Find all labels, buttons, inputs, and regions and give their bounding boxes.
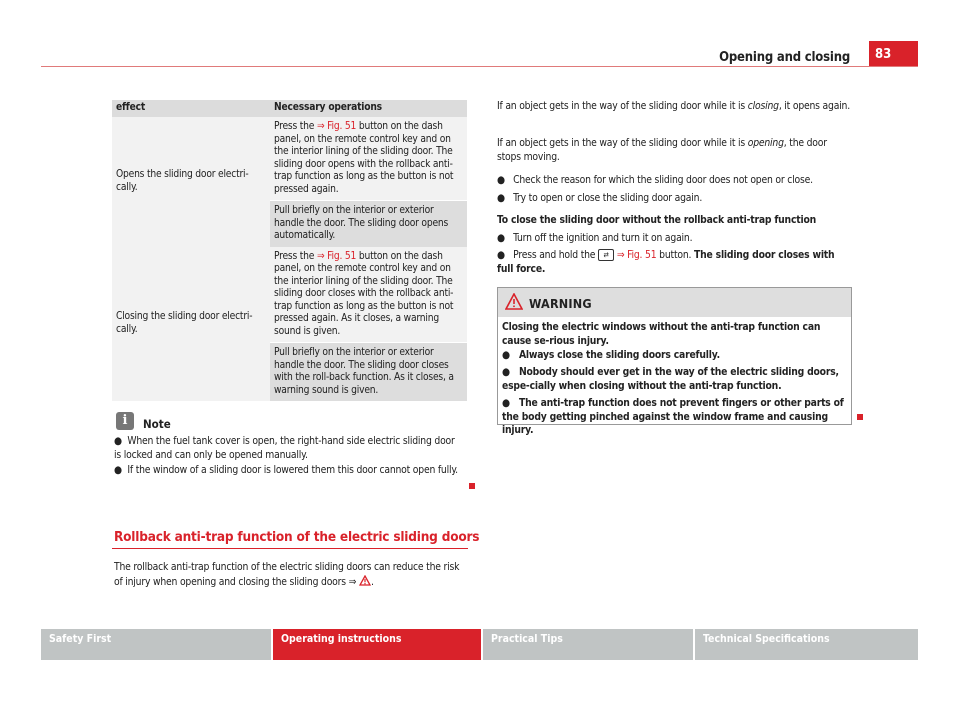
list-item: ● Check the reason for which the sliding door does not open or close. [497,174,813,186]
operation-cell: Press the ⇒ Fig. 51 button on the dash panel, on the remote control key and on the interior lining of the sliding door. The sliding door closes with the rollback anti-trap function as long as the button is not pressed again. As it closes, a warning sound is given. [270,247,467,343]
note-item: ● If the window of a sliding door is lowered them this door cannot open fully. [114,464,458,476]
warning-item: ● Nobody should ever get in the way of the electric sliding doors, espe-cially when closing without the anti-trap function. [502,366,839,392]
running-header-title: Opening and closing [719,50,850,65]
col-header-operations: Necessary operations [270,100,467,117]
warning-title: WARNING [529,296,592,311]
footer-tab-safety-first[interactable]: Safety First [41,629,271,660]
footer-tab-operating-instructions[interactable]: Operating instructions [273,629,481,660]
warning-item: ● The anti-trap function does not prevent fingers or other parts of the body getting pinched against the window frame and causing injury. [502,397,844,436]
warning-intro: Closing the electric windows without the anti-trap function can cause se-rious injury. [502,321,821,347]
figure-link[interactable]: ⇒ Fig. 51 [616,249,657,261]
figure-link[interactable]: ⇒ Fig. 51 [316,250,357,262]
sliding-door-button-icon: ⇄ [598,249,614,261]
footer-tab-practical-tips[interactable]: Practical Tips [483,629,693,660]
effect-cell: Opens the sliding door electri-cally. [112,117,270,247]
warning-triangle-icon [505,293,523,310]
list-item: ● Press and hold the ⇄ ⇒ Fig. 51 button. The sliding door closes with full force. [497,249,835,275]
col-header-effect: effect [112,100,270,117]
list-item: ● Turn off the ignition and turn it on again. [497,232,693,244]
section-end-mark [469,483,475,489]
list-item: ● Try to open or close the sliding door again. [497,192,703,204]
operation-cell: Pull briefly on the interior or exterior handle the door. The sliding door opens automatically. [270,201,467,247]
operations-table [112,100,467,401]
section-rule [112,548,468,549]
section-heading: Rollback anti-trap function of the electric sliding doors [114,529,480,545]
header-rule [41,66,918,67]
warning-triangle-icon [359,575,371,586]
subheading: To close the sliding door without the rollback anti-trap function [497,214,817,226]
warning-item: ● Always close the sliding doors carefully. [502,349,720,361]
paragraph: If an object gets in the way of the sliding door while it is closing, it opens again. [497,100,850,112]
note-item: ● When the fuel tank cover is open, the right-hand side electric sliding door is locked and can only be opened manually. [114,435,455,461]
operation-cell: Press the ⇒ Fig. 51 button on the dash panel, on the remote control key and on the interior lining of the sliding door. The sliding door opens with the rollback anti-trap function as long as the button is not pressed again. [270,117,467,201]
note-info-icon: i [116,412,134,430]
section-text: The rollback anti-trap function of the electric sliding doors can reduce the risk of injury when opening and closing the sliding doors ⇒ . [114,561,460,588]
paragraph: If an object gets in the way of the sliding door while it is opening, the door stops moving. [497,137,827,163]
note-title: Note [143,417,171,431]
operation-cell: Pull briefly on the interior or exterior handle the door. The sliding door closes with the roll-back function. As it closes, a warning sound is given. [270,343,467,402]
figure-link[interactable]: ⇒ Fig. 51 [316,121,357,132]
section-end-mark [857,414,863,420]
footer-tab-technical-specifications[interactable]: Technical Specifications [695,629,918,660]
effect-cell: Closing the sliding door electri-cally. [112,247,270,402]
page-number: 83 [869,41,918,67]
